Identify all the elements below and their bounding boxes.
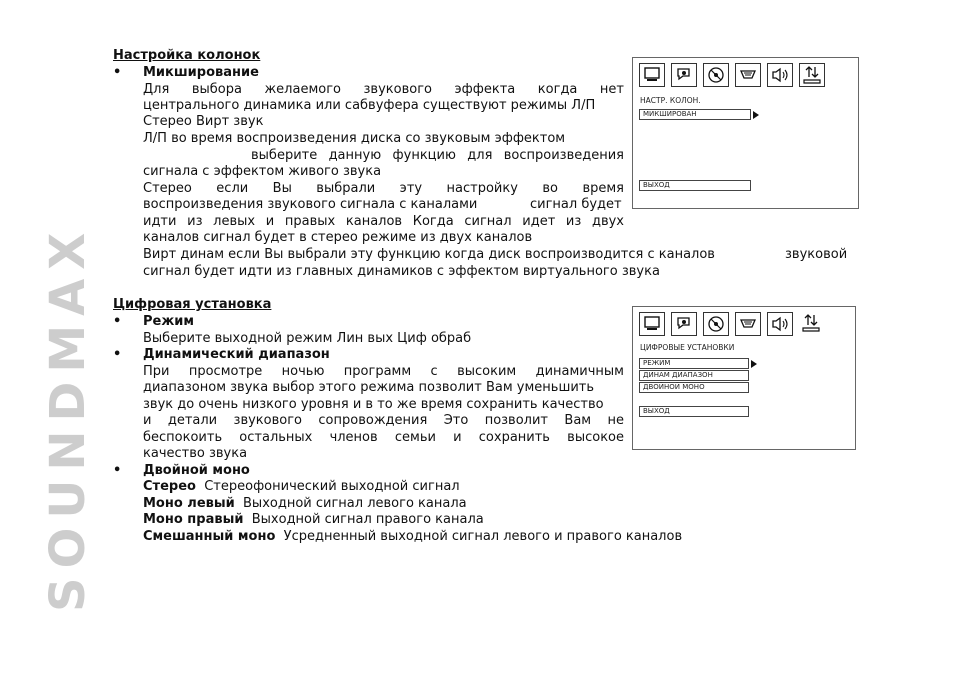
dual-mono-left-row: [143, 496, 467, 512]
dual-mono-mix-row: [143, 529, 682, 545]
option-label: Смешанный моно: [143, 529, 276, 544]
paragraph-line: сигнал будет идти из главных динамиков с эффектом виртуального звука: [143, 264, 660, 279]
bullet: •: [113, 314, 122, 329]
osd-menu-item-dual-mono: ДВОЙНОЙ МОНО: [639, 382, 749, 393]
dual-mono-right-row: [143, 512, 484, 528]
option-text: Выходной сигнал левого канала: [243, 496, 467, 511]
paragraph-line: сигнала с эффектом живого звука: [143, 164, 382, 179]
selection-arrow-icon: [753, 111, 759, 119]
section-title-digital: Цифровая установка: [113, 297, 272, 312]
speech-icon: [671, 312, 697, 336]
arrows-icon: [799, 63, 825, 87]
osd-speaker-setup-screenshot: [632, 57, 859, 209]
item-title-dynamic-range: Динамический диапазон: [143, 347, 330, 362]
paragraph-line: и детали звукового сопровождения Это позволит Вам не: [143, 413, 624, 428]
paragraph-line: диапазоном звука выбор этого режима позволит Вам уменьшить: [143, 380, 595, 395]
item-title-dual-mono: Двойной моно: [143, 463, 250, 478]
mouth-icon: [735, 312, 761, 336]
option-text: Выходной сигнал правого канала: [251, 512, 484, 527]
osd-title: ЦИФРОВЫЕ УСТАНОВКИ: [640, 343, 735, 352]
osd-exit-item: ВЫХОД: [639, 180, 751, 191]
paragraph-line: идти из левых и правых каналов Когда сигнал идет из двух: [143, 214, 624, 229]
paragraph-line: каналов сигнал будет в стерео режиме из двух каналов: [143, 230, 533, 245]
option-text: Стереофонический выходной сигнал: [204, 479, 460, 494]
paragraph-line: Для выбора желаемого звукового эффекта когда нет: [143, 82, 624, 97]
paragraph-line: Л/П во время воспроизведения диска со звуковым эффектом: [143, 131, 566, 146]
arrows-icon: [799, 312, 825, 336]
dual-mono-stereo-row: [143, 479, 460, 495]
paragraph-line: звук до очень низкого уровня и в то же время сохранить качество: [143, 397, 604, 412]
osd-menu-item-mode: РЕЖИМ: [639, 358, 749, 369]
paragraph-line: сигнал будет: [530, 197, 622, 212]
osd-menu-item-mixing: МИКШИРОВАН: [639, 109, 751, 120]
osd-exit-item: ВЫХОД: [639, 406, 749, 417]
bullet: •: [113, 347, 122, 362]
osd-menu-item-dynamic-range: ДИНАМ ДИАПАЗОН: [639, 370, 749, 381]
paragraph-line: выберите данную функцию для воспроизведения: [251, 148, 624, 163]
monitor-icon: [639, 63, 665, 87]
osd-title: НАСТР. КОЛОН.: [640, 96, 701, 105]
paragraph-line: звуковой: [785, 247, 848, 262]
speech-icon: [671, 63, 697, 87]
selection-arrow-icon: [751, 360, 757, 368]
speaker-icon: [767, 312, 793, 336]
paragraph-line: Вирт динам если Вы выбрали эту функцию когда диск воспроизводится с каналов: [143, 247, 715, 262]
paragraph-line: Стерео если Вы выбрали эту настройку во время: [143, 181, 624, 196]
disc-icon: [703, 63, 729, 87]
disc-icon: [703, 312, 729, 336]
item-title-mixing: Микширование: [143, 65, 259, 80]
paragraph-line: центрального динамика или сабвуфера существуют режимы Л/П: [143, 98, 596, 113]
section-title-speakers: Настройка колонок: [113, 48, 261, 63]
item-title-mode: Режим: [143, 314, 195, 329]
option-text: Усредненный выходной сигнал левого и правого каналов: [283, 529, 683, 544]
bullet: •: [113, 463, 122, 478]
option-label: Моно правый: [143, 512, 244, 527]
paragraph-line: воспроизведения звукового сигнала с каналами: [143, 197, 478, 212]
mouth-icon: [735, 63, 761, 87]
paragraph-line: Стерео Вирт звук: [143, 114, 264, 129]
bullet: •: [113, 65, 122, 80]
osd-digital-setup-screenshot: [632, 306, 856, 450]
monitor-icon: [639, 312, 665, 336]
brand-watermark: SOUNDMAX: [40, 223, 96, 612]
paragraph-line: качество звука: [143, 446, 248, 461]
option-label: Стерео: [143, 479, 196, 494]
paragraph-line: При просмотре ночью программ с высоким динамичным: [143, 364, 624, 379]
option-label: Моно левый: [143, 496, 235, 511]
paragraph-line: Выберите выходной режим Лин вых Циф обраб: [143, 331, 472, 346]
speaker-icon: [767, 63, 793, 87]
paragraph-line: беспокоить остальных членов семьи и сохранить высокое: [143, 430, 624, 445]
